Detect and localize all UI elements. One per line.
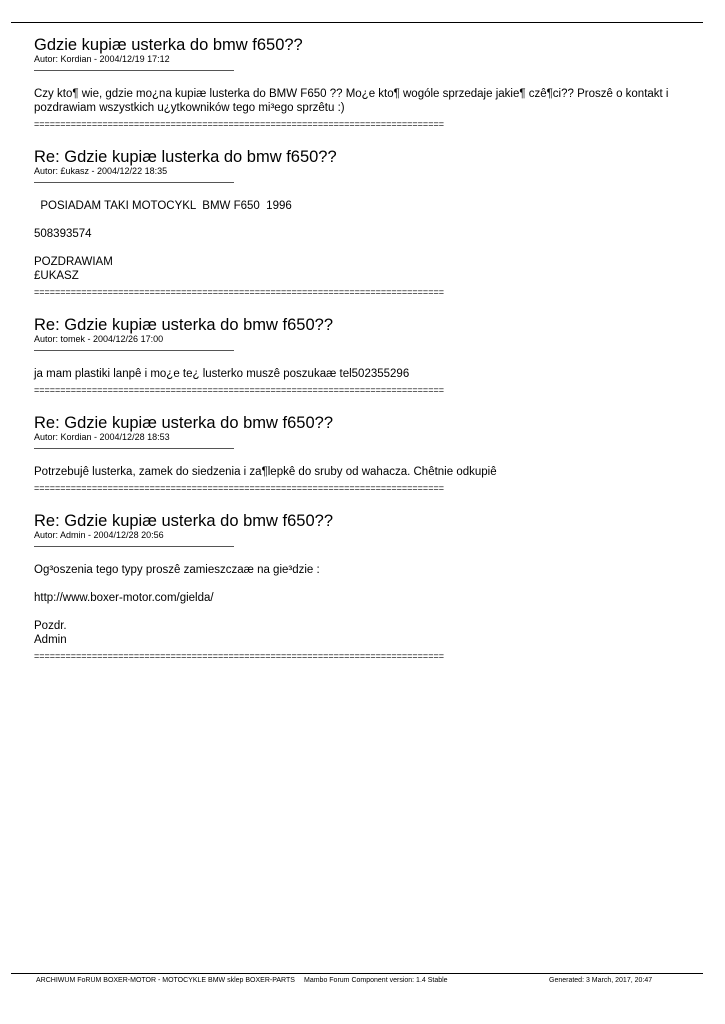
post-separator: ============================================================================== [34,119,444,129]
meta-divider [34,70,234,71]
footer-component-version: Mambo Forum Component version: 1.4 Stable [304,977,448,984]
post-2 [34,148,694,297]
post-body [34,199,694,283]
post-title: Gdzie kupiæ usterka do bmw f650?? [34,36,303,54]
post-1 [34,36,694,129]
footer-rule [11,973,703,974]
post-paragraph: Czy kto¶ wie, gdzie mo¿na kupiæ lusterka do BMW F650 ?? Mo¿e kto¶ wogóle sprzedaje jakie¶ czê¶ci?? Proszê o kontakt i pozdrawiam wszystkich u¿ytkowników tego mi³ego sprzêtu :) [34,88,669,114]
post-meta: Autor: Kordian - 2004/12/19 17:12 [34,54,170,64]
post-title: Re: Gdzie kupiæ usterka do bmw f650?? [34,414,333,432]
page-top-rule [11,22,703,23]
post-4 [34,414,694,493]
post-title: Re: Gdzie kupiæ lusterka do bmw f650?? [34,148,337,166]
footer-site-name: ARCHIWUM FoRUM BOXER-MOTOR - MOTOCYKLE BMW sklep BOXER-PARTS [36,977,295,984]
post-title: Re: Gdzie kupiæ usterka do bmw f650?? [34,512,333,530]
post-separator: ============================================================================== [34,651,444,661]
footer-generated-date: Generated: 3 March, 2017, 20:47 [549,977,653,984]
post-body [34,87,694,115]
post-separator: ============================================================================== [34,483,444,493]
post-paragraph: Potrzebujê lusterka, zamek do siedzenia i za¶lepkê do sruby od wahacza. Chêtnie odkupiê [34,466,497,478]
post-paragraph: 508393574 [34,228,92,240]
post-body [34,367,694,381]
post-meta: Autor: Admin - 2004/12/28 20:56 [34,530,164,540]
post-paragraph: ja mam plastiki lanpê i mo¿e te¿ lusterko muszê poszukaæ tel502355296 [34,368,410,380]
post-body [34,465,694,479]
meta-divider [34,448,234,449]
post-meta: Autor: tomek - 2004/12/26 17:00 [34,334,164,344]
post-link: http://www.boxer-motor.com/gielda/ [34,592,214,604]
post-paragraph: POZDRAWIAM £UKASZ [34,256,113,282]
meta-divider [34,546,234,547]
post-paragraph: POSIADAM TAKI MOTOCYKL BMW F650 1996 [34,200,292,212]
post-3 [34,316,694,395]
thread [34,36,694,661]
post-paragraph: Og³oszenia tego typy proszê zamieszczaæ na gie³dzie : [34,564,320,576]
post-meta: Autor: Kordian - 2004/12/28 18:53 [34,432,170,442]
post-separator: ============================================================================== [34,385,444,395]
post-body [34,563,694,647]
meta-divider [34,350,234,351]
post-title: Re: Gdzie kupiæ usterka do bmw f650?? [34,316,333,334]
post-meta: Autor: £ukasz - 2004/12/22 18:35 [34,166,168,176]
post-separator: ============================================================================== [34,287,444,297]
post-5 [34,512,694,661]
meta-divider [34,182,234,183]
post-paragraph: Pozdr. Admin [34,620,67,646]
